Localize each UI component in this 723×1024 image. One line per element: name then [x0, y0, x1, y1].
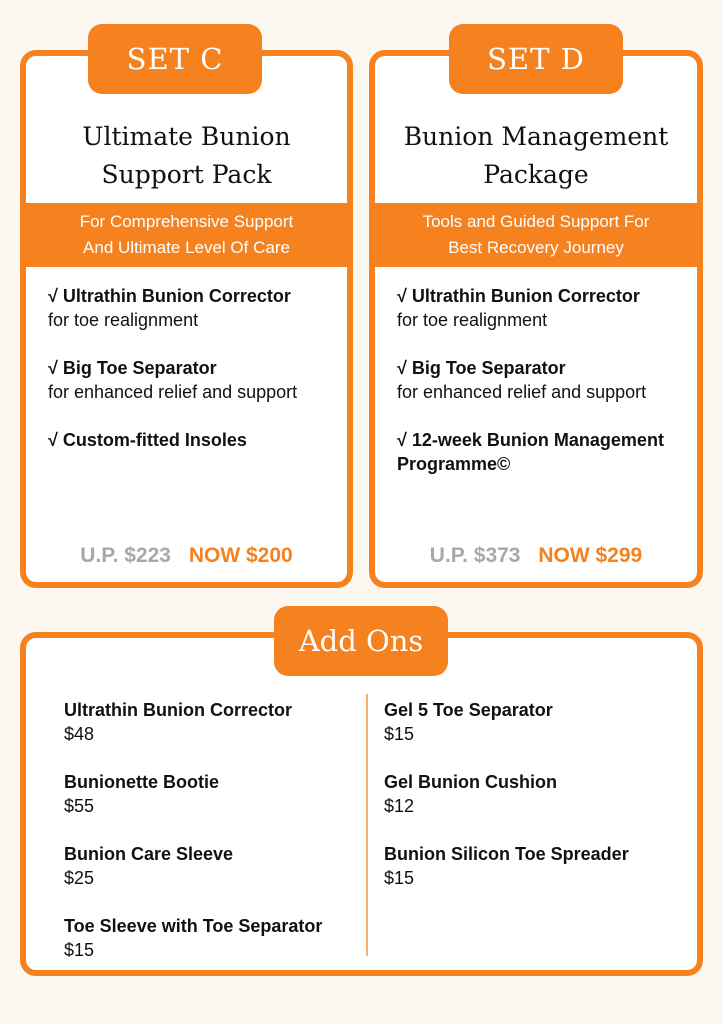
feature-name: √ Big Toe Separator	[48, 358, 217, 378]
addon-name: Toe Sleeve with Toe Separator	[64, 916, 323, 936]
addon-price: $55	[64, 796, 95, 816]
addon-price: $25	[64, 868, 95, 888]
feature-description: for enhanced relief and support	[397, 382, 647, 402]
addon-item	[64, 842, 364, 890]
set-d-banner: Tools and Guided Support For Best Recovery Journey	[375, 203, 697, 267]
addons-left-column	[64, 698, 364, 986]
feature-name: √ Custom-fitted Insoles	[48, 430, 247, 450]
feature-item	[48, 428, 335, 452]
addon-name: Ultrathin Bunion Corrector	[64, 700, 292, 720]
feature-item	[397, 284, 685, 332]
now-price: NOW $299	[538, 544, 643, 567]
usual-price: U.P. $223	[80, 544, 171, 567]
feature-item	[397, 356, 685, 404]
set-d-title: Bunion Management Package	[403, 122, 669, 189]
column-divider	[366, 694, 368, 956]
addon-price: $15	[384, 868, 415, 888]
addons-tab: Add Ons	[274, 606, 448, 676]
addon-item	[64, 770, 364, 818]
set-d-tab: SET D	[449, 24, 623, 94]
usual-price: U.P. $373	[429, 544, 521, 567]
addon-name: Bunion Care Sleeve	[64, 844, 234, 864]
addon-item	[64, 698, 364, 746]
now-price: NOW $200	[188, 544, 293, 567]
set-c-tab: SET C	[88, 24, 262, 94]
addon-name: Bunion Silicon Toe Spreader	[384, 844, 629, 864]
addon-name: Gel Bunion Cushion	[384, 772, 557, 792]
feature-description: for toe realignment	[397, 310, 548, 330]
feature-item	[397, 428, 685, 476]
set-d-card	[369, 50, 703, 588]
feature-name: √ Ultrathin Bunion Corrector	[397, 286, 640, 306]
set-c-card	[20, 50, 353, 588]
addon-name: Bunionette Bootie	[64, 772, 219, 792]
feature-name: √ Big Toe Separator	[397, 358, 566, 378]
addon-price: $15	[384, 724, 415, 744]
addon-price: $12	[384, 796, 415, 816]
set-c-banner: For Comprehensive Support And Ultimate Level Of Care	[26, 203, 347, 267]
set-d-feature-list	[397, 284, 685, 500]
set-c-feature-list	[48, 284, 335, 476]
set-d-price	[375, 544, 697, 568]
addon-item	[384, 698, 694, 746]
feature-description: for enhanced relief and support	[48, 382, 298, 402]
addon-item	[64, 914, 364, 962]
feature-description: for toe realignment	[48, 310, 199, 330]
addon-name: Gel 5 Toe Separator	[384, 700, 553, 720]
set-c-title: Ultimate Bunion Support Pack	[82, 122, 291, 189]
feature-item	[48, 356, 335, 404]
addon-price: $15	[64, 940, 95, 960]
addon-price: $48	[64, 724, 95, 744]
addons-card	[20, 632, 703, 976]
feature-name: √ Ultrathin Bunion Corrector	[48, 286, 291, 306]
feature-item	[48, 284, 335, 332]
feature-name: √ 12-week Bunion Management Programme©	[397, 430, 664, 474]
addon-item	[384, 770, 694, 818]
addons-right-column	[384, 698, 694, 914]
addon-item	[384, 842, 694, 890]
set-c-price	[26, 544, 347, 568]
